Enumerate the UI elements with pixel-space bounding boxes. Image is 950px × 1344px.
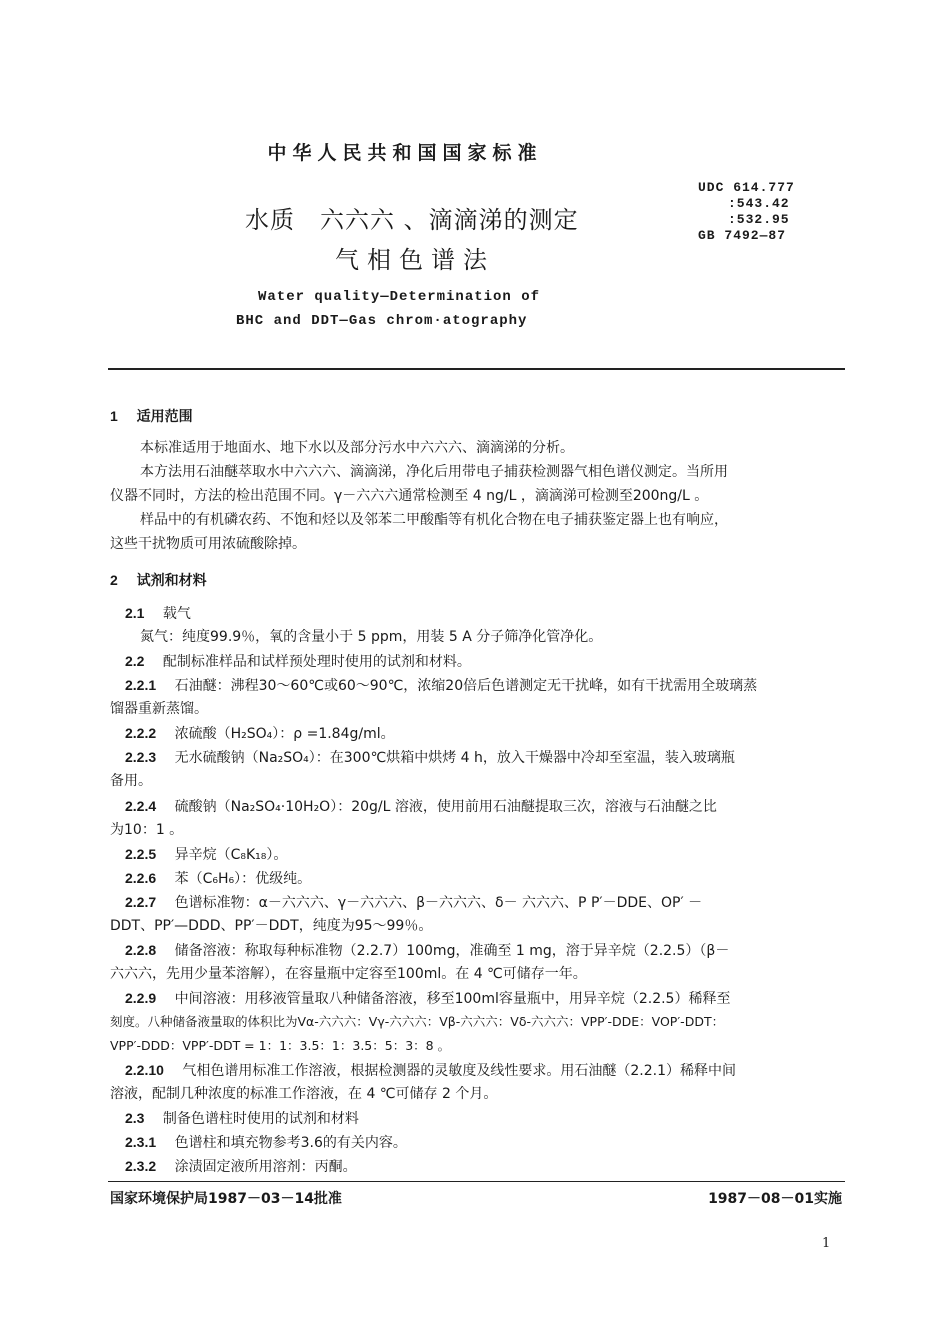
s1-paragraph-3b: 这些干扰物质可用浓硫酸除掉。 — [110, 536, 306, 552]
section-2-heading: 2 试剂和材料 — [110, 572, 207, 589]
udc-line2: :543.42 — [728, 196, 790, 211]
s1-paragraph-2a: 本方法用石油醚萃取水中六六六、滴滴涕，净化后用带电子捕获检测器气相色谱仪测定。当所用 — [140, 464, 728, 480]
header-divider — [108, 368, 845, 370]
item-2-1-detail: 氮气：纯度99.9％，氧的含量小于 5 ppm，用装 5 A 分子筛净化管净化。 — [140, 629, 603, 645]
item-2-3-1: 2.3.1 色谱柱和填充物参考3.6的有关内容。 — [125, 1134, 407, 1151]
item-2-2-4-cont: 为10：1 。 — [110, 822, 184, 838]
footer-divider — [108, 1181, 845, 1182]
item-2-2-6: 2.2.6 苯（C₆H₆）：优级纯。 — [125, 870, 312, 887]
item-2-2-10: 2.2.10 气相色谱用标准工作溶液，根据检测器的灵敏度及线性要求。用石油醚（2.2.1）稀释中间 — [125, 1062, 737, 1079]
gb-number: GB 7492—87 — [698, 228, 787, 243]
item-2-2-7: 2.2.7 色谱标准物：α－六六六、γ－六六六、β－六六六、δ－ 六六六、P P′－DDE、OP′ － — [125, 894, 703, 911]
item-2-2-3: 2.2.3 无水硫酸钠（Na₂SO₄）：在300℃烘箱中烘烤 4 h，放入干燥器中冷却至室温，装入玻璃瓶 — [125, 749, 735, 766]
item-2-2-1-cont: 馏器重新蒸馏。 — [110, 701, 208, 717]
udc-code-block — [698, 180, 795, 244]
item-2-2-5: 2.2.5 异辛烷（C₈K₁₈）。 — [125, 846, 288, 863]
s1-paragraph-1: 本标准适用于地面水、地下水以及部分污水中六六六、滴滴涕的分析。 — [140, 440, 574, 456]
item-2-2-7-cont: DDT、PP′—DDD、PP′－DDT，纯度为95～99％。 — [110, 918, 433, 934]
item-2-2-9: 2.2.9 中间溶液：用移液管量取八种储备溶液，移至100ml容量瓶中，用异辛烷（2.2.5）稀释至 — [125, 990, 731, 1007]
item-2-2-8-cont: 六六六，先用少量苯溶解），在容量瓶中定容至100ml。在 4 ℃可储存一年。 — [110, 966, 587, 982]
item-2-2-9-ratio-values: VPP′-DDD：VPP′-DDT = 1：1：3.5：1：3.5：5：3：8 。 — [110, 1038, 451, 1053]
udc-line3: :532.95 — [728, 212, 790, 227]
english-title-line1: Water quality—Determination of — [258, 289, 541, 305]
item-2-1: 2.1 载气 — [125, 605, 191, 622]
approval-date: 国家环境保护局1987－03－14批准 — [110, 1191, 342, 1207]
item-2-2-2: 2.2.2 浓硫酸（H₂SO₄）：ρ =1.84g/ml。 — [125, 725, 395, 742]
item-2-2-10-cont: 溶液，配制几种浓度的标准工作溶液，在 4 ℃可储存 2 个月。 — [110, 1086, 498, 1102]
udc-line1: UDC 614.777 — [698, 180, 795, 195]
s1-paragraph-3a: 样品中的有机磷农药、不饱和烃以及邻苯二甲酸酯等有机化合物在电子捕获鉴定器上也有响应， — [140, 512, 728, 528]
section-1-heading: 1 适用范围 — [110, 408, 193, 425]
item-2-3-2: 2.3.2 涂渍固定液所用溶剂：丙酮。 — [125, 1158, 357, 1175]
item-2-2-9-ratio-line: 刻度。八种储备液量取的体积比为Vα-六六六：Vγ-六六六：Vβ-六六六：Vδ-六六六：VPP′-DDE：VOP′-DDT： — [110, 1014, 725, 1029]
item-2-2-3-cont: 备用。 — [110, 773, 152, 789]
national-standard-heading: 中华人民共和国国家标准 — [267, 142, 543, 164]
document-title: 水质 六六六 、滴滴涕的测定 — [245, 206, 579, 234]
s1-paragraph-2b: 仪器不同时，方法的检出范围不同。γ－六六六通常检测至 4 ng/L ，滴滴涕可检测至200ng/L 。 — [110, 488, 709, 504]
item-2-2-1: 2.2.1 石油醚：沸程30～60℃或60～90℃，浓缩20倍后色谱测定无干扰峰，如有干扰需用全玻璃蒸 — [125, 677, 758, 694]
page-number: 1 — [822, 1236, 831, 1251]
item-2-3: 2.3 制备色谱柱时使用的试剂和材料 — [125, 1110, 359, 1127]
item-2-2-8: 2.2.8 储备溶液：称取每种标准物（2.2.7）100mg，准确至 1 mg，溶于异辛烷（2.2.5）（β－ — [125, 942, 730, 959]
item-2-2: 2.2 配制标准样品和试样预处理时使用的试剂和材料。 — [125, 653, 471, 670]
item-2-2-4: 2.2.4 硫酸钠（Na₂SO₄·10H₂O）：20g/L 溶液，使用前用石油醚提取三次，溶液与石油醚之比 — [125, 798, 717, 815]
document-subtitle: 气相色谱法 — [335, 246, 495, 274]
english-title-line2: BHC and DDT—Gas chrom·atography — [236, 313, 528, 329]
effective-date: 1987－08－01实施 — [708, 1191, 842, 1207]
